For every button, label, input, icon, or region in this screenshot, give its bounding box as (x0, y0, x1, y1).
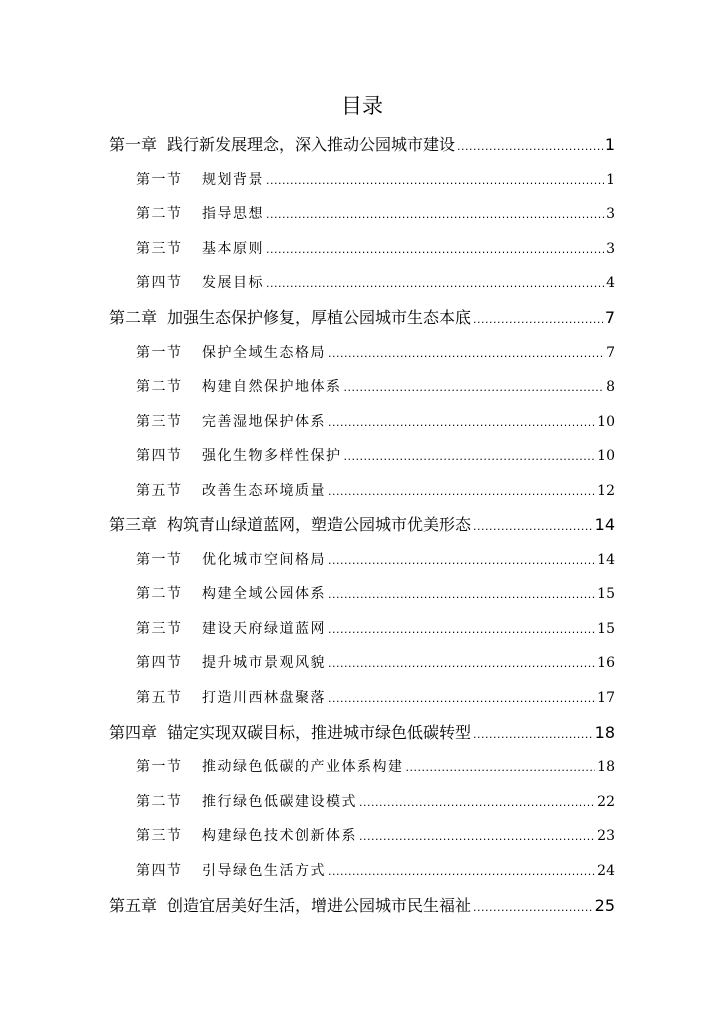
section-number: 第一节 (136, 759, 183, 775)
section-number: 第二节 (136, 794, 183, 810)
section-number: 第三节 (136, 241, 183, 257)
dot-leader (328, 618, 595, 642)
page-number: 7 (604, 308, 615, 327)
page-number: 16 (597, 655, 615, 671)
toc-section-3-5[interactable] (136, 686, 615, 710)
chapter-number: 第四章 (109, 723, 158, 742)
chapter-title: 创造宜居美好生活，增进公园城市民生福祉 (167, 896, 472, 915)
section-title: 提升城市景观风貌 (202, 655, 326, 671)
section-title: 基本原则 (202, 241, 264, 257)
chapter-number: 第一章 (109, 135, 158, 154)
dot-leader (344, 376, 605, 400)
chapter-number: 第三章 (109, 515, 158, 534)
dot-leader (359, 791, 595, 815)
section-number: 第二节 (136, 206, 183, 222)
toc-section-2-4[interactable] (136, 444, 615, 468)
chapter-number: 第二章 (109, 308, 158, 327)
page-number: 18 (594, 723, 615, 742)
toc-chapter-1[interactable] (109, 133, 615, 157)
section-number: 第一节 (136, 172, 183, 188)
dot-leader (328, 860, 595, 884)
chapter-title: 践行新发展理念，深入推动公园城市建设 (167, 135, 456, 154)
page-number: 3 (606, 206, 615, 222)
toc-section-3-3[interactable] (136, 617, 615, 641)
dot-leader (328, 652, 595, 676)
toc-section-2-2[interactable] (136, 375, 615, 399)
toc-section-3-2[interactable] (136, 582, 615, 606)
section-title: 推动绿色低碳的产业体系构建 (202, 759, 404, 775)
section-number: 第三节 (136, 621, 183, 637)
section-title: 完善湿地保护体系 (202, 414, 326, 430)
page-number: 1 (606, 172, 615, 188)
dot-leader (344, 445, 596, 469)
toc-section-4-4[interactable] (136, 859, 615, 883)
toc-section-1-2[interactable] (136, 202, 615, 226)
dot-leader (473, 723, 593, 747)
dot-leader (328, 583, 595, 607)
page-number: 15 (597, 621, 615, 637)
section-title: 优化城市空间格局 (202, 552, 326, 568)
dot-leader (328, 687, 595, 711)
dot-leader (266, 203, 604, 227)
dot-leader (266, 272, 604, 296)
dot-leader (328, 549, 595, 573)
section-title: 构建自然保护地体系 (202, 379, 342, 395)
page-number: 17 (597, 690, 615, 706)
section-number: 第三节 (136, 414, 183, 430)
section-title: 打造川西林盘聚落 (202, 690, 326, 706)
section-number: 第二节 (136, 586, 183, 602)
page-number: 15 (597, 586, 615, 602)
toc-section-4-3[interactable] (136, 824, 615, 848)
page-number: 10 (597, 448, 615, 464)
chapter-number: 第五章 (109, 896, 158, 915)
section-number: 第一节 (136, 552, 183, 568)
section-number: 第四节 (136, 863, 183, 879)
page-title: 目录 (341, 94, 383, 118)
section-title: 保护全域生态格局 (202, 345, 326, 361)
section-title: 规划背景 (202, 172, 264, 188)
dot-leader (473, 896, 593, 920)
dot-leader (406, 756, 596, 780)
toc-chapter-3[interactable] (109, 513, 615, 537)
page-number: 8 (606, 379, 615, 395)
dot-leader (328, 411, 595, 435)
section-number: 第二节 (136, 379, 183, 395)
page-number: 24 (597, 863, 615, 879)
chapter-title: 加强生态保护修复，厚植公园城市生态本底 (167, 308, 472, 327)
section-title: 构建全域公园体系 (202, 586, 326, 602)
page-number: 14 (597, 552, 615, 568)
dot-leader (266, 169, 604, 193)
page-number: 7 (606, 345, 615, 361)
section-title: 发展目标 (202, 275, 264, 291)
section-title: 引导绿色生活方式 (202, 863, 326, 879)
page-number: 14 (594, 515, 615, 534)
page-number: 12 (597, 483, 615, 499)
chapter-title: 锚定实现双碳目标，推进城市绿色低碳转型 (167, 723, 472, 742)
toc-section-2-3[interactable] (136, 410, 615, 434)
dot-leader (473, 308, 603, 332)
toc-section-4-1[interactable] (136, 755, 615, 779)
page-number: 23 (597, 828, 615, 844)
page-number: 1 (604, 135, 615, 154)
dot-leader (473, 515, 593, 539)
section-title: 改善生态环境质量 (202, 483, 326, 499)
page-number: 25 (594, 896, 615, 915)
section-title: 推行绿色低碳建设模式 (202, 794, 357, 810)
section-number: 第五节 (136, 483, 183, 499)
section-number: 第五节 (136, 690, 183, 706)
dot-leader (266, 238, 604, 262)
section-title: 构建绿色技术创新体系 (202, 828, 357, 844)
page-number: 10 (597, 414, 615, 430)
page-number: 22 (597, 794, 615, 810)
toc-section-1-1[interactable] (136, 168, 615, 192)
section-title: 指导思想 (202, 206, 264, 222)
chapter-title: 构筑青山绿道蓝网，塑造公园城市优美形态 (167, 515, 472, 534)
toc-section-1-3[interactable] (136, 237, 615, 261)
toc-section-3-4[interactable] (136, 651, 615, 675)
page-number: 3 (606, 241, 615, 257)
dot-leader (359, 825, 595, 849)
section-number: 第四节 (136, 448, 183, 464)
page-number: 4 (606, 275, 615, 291)
toc-section-2-5[interactable] (136, 479, 615, 503)
section-number: 第三节 (136, 828, 183, 844)
section-title: 强化生物多样性保护 (202, 448, 342, 464)
toc-chapter-4[interactable] (109, 721, 615, 745)
dot-leader (328, 480, 595, 504)
toc-section-3-1[interactable] (136, 548, 615, 572)
toc-section-1-4[interactable] (136, 271, 615, 295)
page-number: 18 (597, 759, 615, 775)
dot-leader (328, 342, 604, 366)
toc-chapter-2[interactable] (109, 306, 615, 330)
section-number: 第四节 (136, 275, 183, 291)
toc-section-4-2[interactable] (136, 790, 615, 814)
section-number: 第四节 (136, 655, 183, 671)
toc-chapter-5[interactable] (109, 894, 615, 918)
toc-section-2-1[interactable] (136, 341, 615, 365)
section-number: 第一节 (136, 345, 183, 361)
dot-leader (457, 135, 603, 159)
section-title: 建设天府绿道蓝网 (202, 621, 326, 637)
